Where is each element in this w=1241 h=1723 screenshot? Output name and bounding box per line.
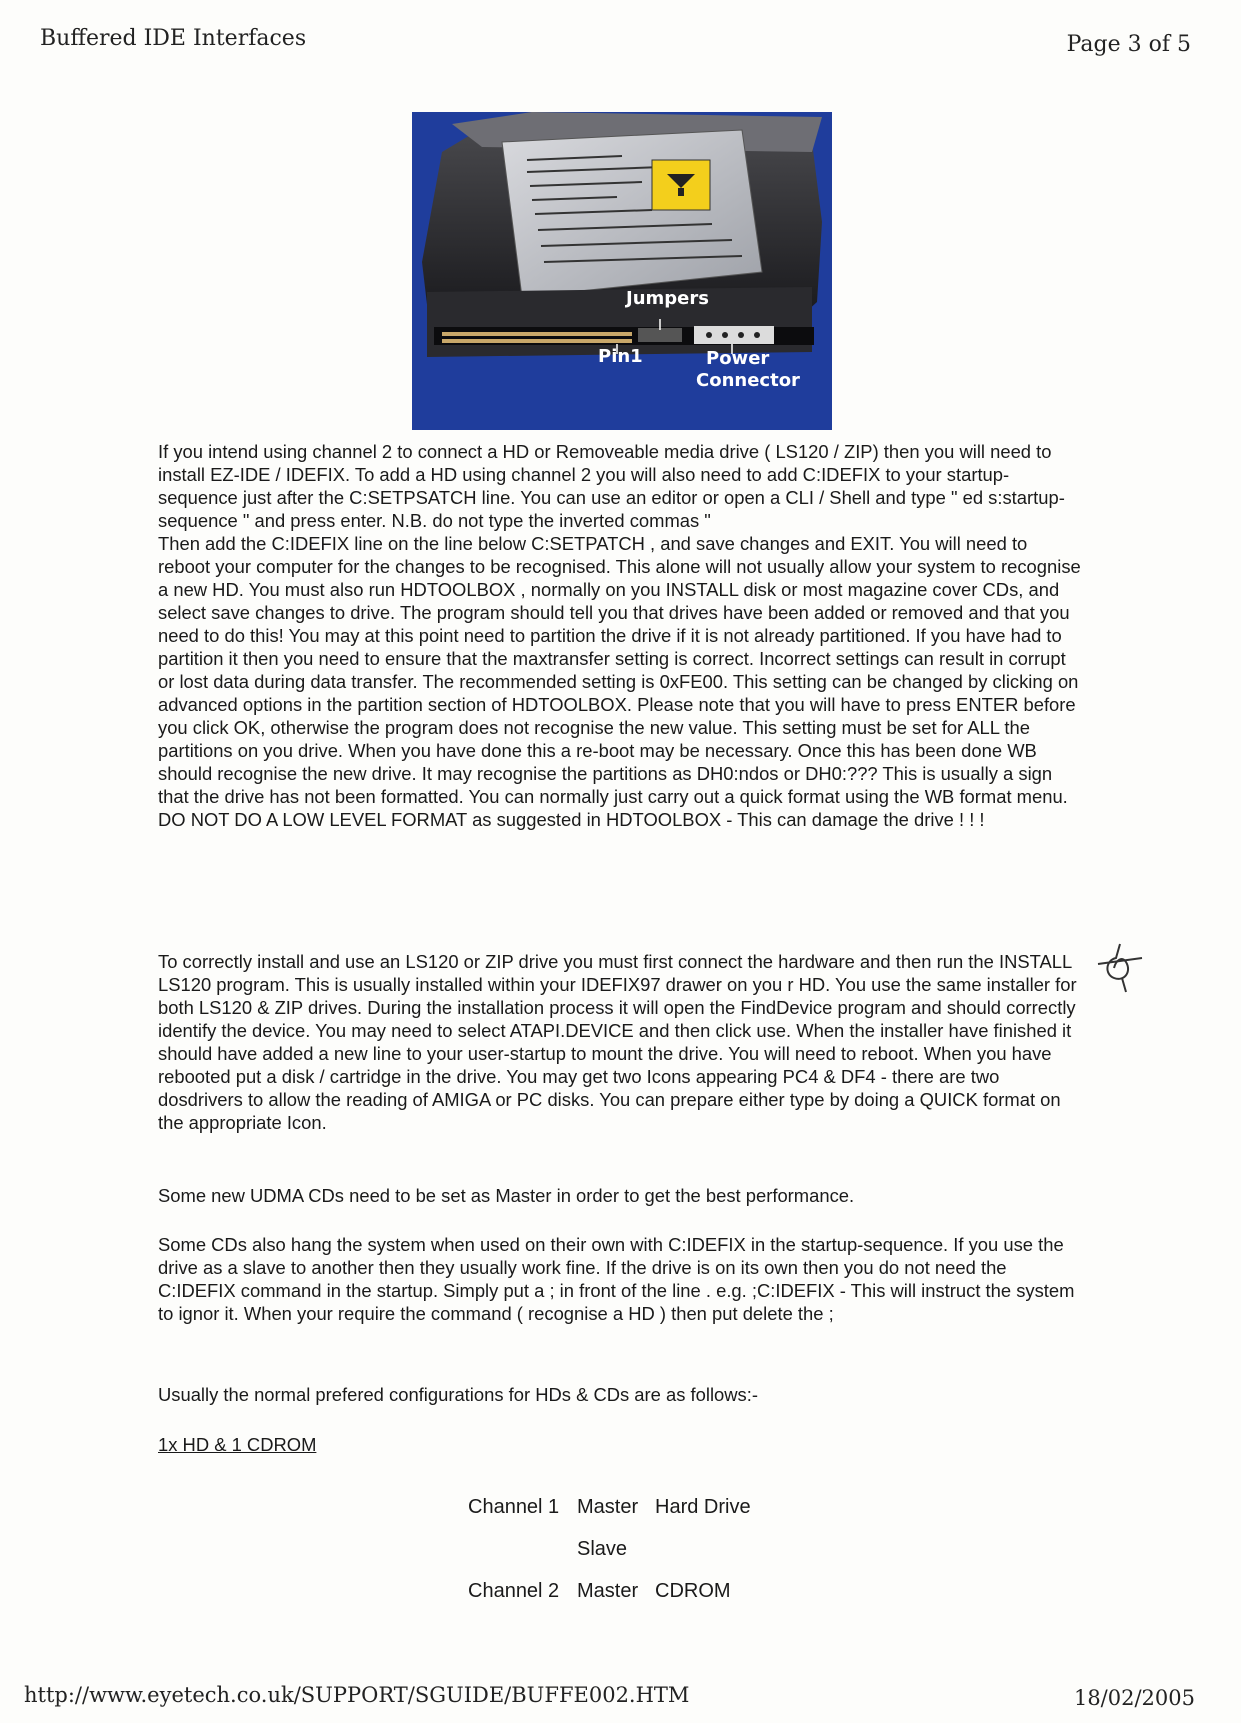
handwritten-mark xyxy=(1092,940,1148,1000)
channel-1-label: Channel 1 xyxy=(468,1496,560,1518)
print-date: 18/02/2005 xyxy=(1073,1686,1195,1710)
paragraph-configurations: Usually the normal prefered configurations for HDs & CDs are as follows:- xyxy=(158,1384,758,1405)
channel-2-label: Channel 2 xyxy=(468,1580,560,1602)
source-url: http://www.eyetech.co.uk/SUPPORT/SGUIDE/BUFFE002.HTM xyxy=(24,1683,690,1707)
channel-2-role: Master xyxy=(577,1580,639,1602)
document-title: Buffered IDE Interfaces xyxy=(40,26,307,51)
power-label: Power xyxy=(706,348,770,369)
hard-drive-photo xyxy=(412,112,832,430)
channel-2-device: CDROM xyxy=(655,1580,731,1602)
page-number: Page 3 of 5 xyxy=(1066,32,1191,57)
paragraph-text: Then add the C:IDEFIX line on the line below C:SETPATCH , and save changes and EXIT. You will need to reboot your computer for the changes to be recognised. This alone will not usually allow your system to recognise a new HD. You must also run HDTOOLBOX , normally on you INSTALL disk or most magazine cover CDs, and select save changes to drive. The program should tell you that drives have been added or removed and that you need to do this! You may at this point need to partition the drive if it is not already partitioned. If you have had to partition it then you need to ensure that the maxtransfer setting is correct. Incorrect settings can result in corrupt or lost data during data transfer. The recommended setting is 0xFE00. This setting can be changed by clicking on advanced options in the partition section of HDTOOLBOX. Please note that you will have to press ENTER before you click OK, otherwise the program does not recognise the new value. This setting must be set for ALL the partitions on you drive. When you have done this a re-boot may be necessary. Once this has been done WB should recognise the new drive. It may recognise the partitions as DH0:ndos or DH0:??? This is usually a sign that the drive has not been formatted. You can normally just carry out a quick format using the WB format menu. DO NOT DO A LOW LEVEL FORMAT as suggested in HDTOOLBOX - This can damage the drive ! ! ! xyxy=(158,533,1081,830)
paragraph-ls120-zip: To correctly install and use an LS120 or ZIP drive you must first connect the hardware and then run the INSTALL LS120 program. This is usually installed within your IDEFIX97 drawer on you r HD. You use the same installer for both LS120 & ZIP drives. During the installation process it will open the FindDevice program and should correctly identify the device. You may need to select ATAPI.DEVICE and then click use. When the installer have finished it should have added a new line to your user-startup to mount the drive. You will need to reboot. When you have rebooted put a disk / cartridge in the drive. You may get two Icons appearing PC4 & DF4 - there are two dosdrivers to allow the reading of AMIGA or PC disks. You can prepare either type by doing a QUICK format on the appropriate Icon. xyxy=(158,951,1077,1133)
paragraph-cd-hang: Some CDs also hang the system when used on their own with C:IDEFIX in the startup-sequence. If you use the drive as a slave to another then they usually work fine. If the drive is on its own then you do not need the C:IDEFIX command in the startup. Simply put a ; in front of the line . e.g. ;C:IDEFIX - This will instruct the system to ignor it. When your require the command ( recognise a HD ) then put delete the ; xyxy=(158,1234,1075,1324)
connector-label: Connector xyxy=(696,370,800,391)
pin1-label: Pin1 xyxy=(598,346,643,367)
paragraph-text: If you intend using channel 2 to connect a HD or Removeable media drive ( LS120 / ZIP) then you will need to install EZ-IDE / IDEFIX. To add a HD using channel 2 you will also need to add C:IDEFIX to your startup-sequence just after the C:SETPSATCH line. You can use an editor or open a CLI / Shell and type " ed s:startup-sequence " and press enter. N.B. do not type the inverted commas " xyxy=(158,441,1065,531)
channel-1-role: Master xyxy=(577,1496,639,1518)
config-heading: 1x HD & 1 CDROM xyxy=(158,1434,317,1455)
channel-1-device: Hard Drive xyxy=(655,1496,751,1518)
slave-role: Slave xyxy=(577,1538,628,1560)
paragraph-idefix-setup xyxy=(158,440,1083,831)
jumpers-label: Jumpers xyxy=(626,288,709,309)
paragraph-udma: Some new UDMA CDs need to be set as Master in order to get the best performance. xyxy=(158,1185,855,1206)
